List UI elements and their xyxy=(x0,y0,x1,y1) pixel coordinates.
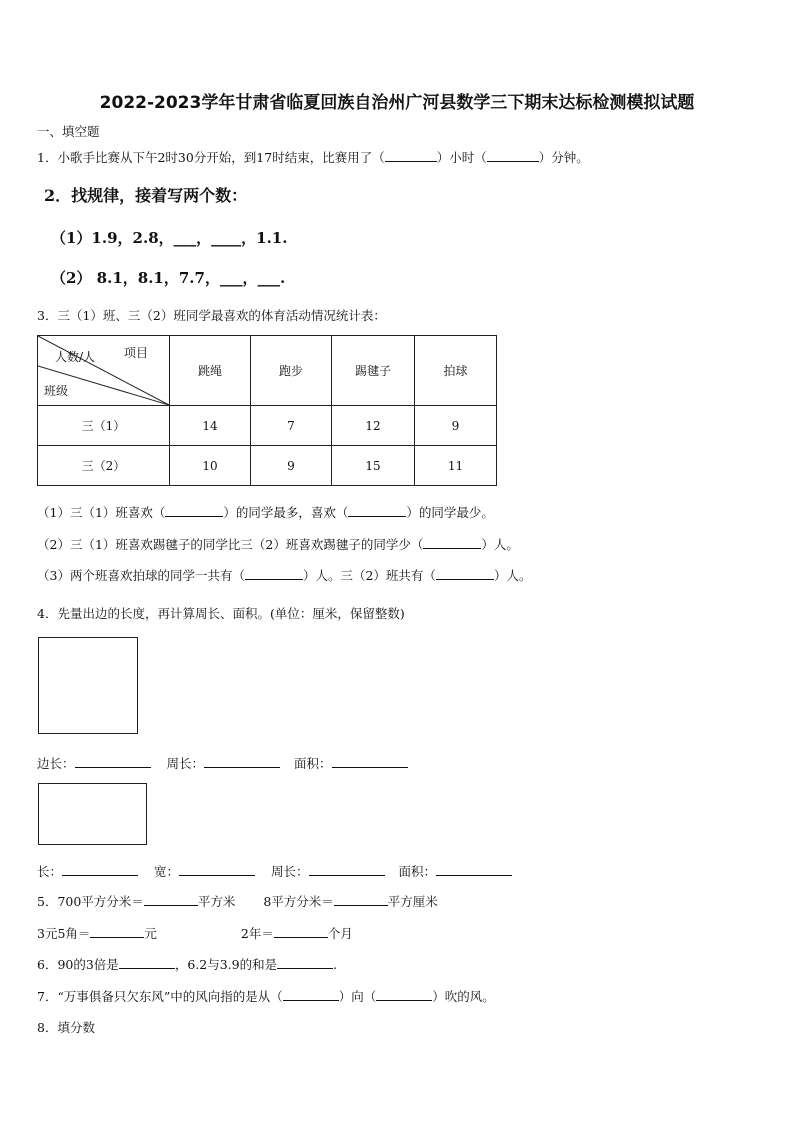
row-label: 三（1） xyxy=(38,406,170,446)
q5-text-g: 2年＝ xyxy=(240,926,274,941)
square-perimeter-label: 周长： xyxy=(166,756,205,771)
square-area-label: 面积： xyxy=(294,756,332,771)
q7-blank-to[interactable] xyxy=(376,988,432,1001)
question-4: 4．先量出边的长度，再计算周长、面积。(单位：厘米，保留整数) xyxy=(37,606,405,621)
q1-blank-hours[interactable] xyxy=(385,149,437,162)
q7-text-a: 7．“万事俱备只欠东风”中的风向指的是从（ xyxy=(37,989,283,1004)
question-2-line-1: （1）1.9，2.8，___，____，1.1. xyxy=(51,229,288,247)
question-5-line-2 xyxy=(37,924,353,942)
q3-sub2-text-a: （2）三（1）班喜欢踢毽子的同学比三（2）班喜欢踢毽子的同学少（ xyxy=(37,537,424,552)
column-header: 跳绳 xyxy=(170,336,251,406)
q3-sub1-blank-least[interactable] xyxy=(348,504,406,517)
q6-text-b: ，6.2与3.9的和是 xyxy=(174,957,278,972)
question-3-sub-3 xyxy=(37,566,531,584)
q3-sub1-text-b: ）的同学最多，喜欢（ xyxy=(223,505,349,520)
table-cell: 11 xyxy=(415,446,497,486)
square-perimeter-blank[interactable] xyxy=(204,755,280,768)
rect-perimeter-blank[interactable] xyxy=(309,863,385,876)
column-header: 跑步 xyxy=(251,336,332,406)
page-title: 2022-2023学年甘肃省临夏回族自治州广河县数学三下期末达标检测模拟试题 xyxy=(99,93,695,113)
rect-length-blank[interactable] xyxy=(62,863,138,876)
question-5-line-1 xyxy=(37,892,438,910)
table-cell: 7 xyxy=(251,406,332,446)
rect-area-blank[interactable] xyxy=(436,863,512,876)
question-3-sub-1 xyxy=(37,503,494,521)
q7-blank-from[interactable] xyxy=(283,988,339,1001)
q3-sub1-blank-most[interactable] xyxy=(165,504,223,517)
q5-text-e: 3元5角＝ xyxy=(37,926,91,941)
question-6 xyxy=(37,955,337,973)
section-heading: 一、填空题 xyxy=(37,124,100,139)
table-header-row xyxy=(38,336,497,406)
q5-blank-1[interactable] xyxy=(144,893,198,906)
square-side-label: 边长： xyxy=(37,756,75,771)
question-2: 2．找规律，接着写两个数： xyxy=(44,186,248,205)
question-3: 3．三（1）班、三（2）班同学最喜欢的体育活动情况统计表： xyxy=(37,308,386,323)
q1-text-a: 1．小歌手比赛从下午2时30分开始，到17时结束，比赛用了（ xyxy=(37,150,385,165)
q6-blank-1[interactable] xyxy=(119,956,175,969)
q5-text-h: 个月 xyxy=(327,926,353,941)
table-cell: 9 xyxy=(251,446,332,486)
q1-text-b: ）小时（ xyxy=(436,150,487,165)
column-header: 踢毽子 xyxy=(332,336,415,406)
question-1 xyxy=(37,148,589,166)
q5-blank-3[interactable] xyxy=(90,925,144,938)
q3-sub1-text-a: （1）三（1）班喜欢（ xyxy=(37,505,166,520)
question-2-line-2: （2） 8.1，8.1，7.7，___，___. xyxy=(51,269,286,287)
q5-text-d: 平方厘米 xyxy=(387,894,438,909)
header-item-label: 项目 xyxy=(124,346,149,360)
q6-text-c: . xyxy=(333,957,338,972)
row-label: 三（2） xyxy=(38,446,170,486)
q3-sub3-blank-total[interactable] xyxy=(245,567,303,580)
table-cell: 10 xyxy=(170,446,251,486)
q5-blank-4[interactable] xyxy=(274,925,328,938)
q6-text-a: 6．90的3倍是 xyxy=(37,957,119,972)
q1-text-c: ）分钟。 xyxy=(538,150,589,165)
q3-sub2-text-b: ）人。 xyxy=(481,537,519,552)
square-side-blank[interactable] xyxy=(75,755,151,768)
rectangle-answer-line xyxy=(37,862,512,880)
table-cell: 12 xyxy=(332,406,415,446)
table-row xyxy=(38,406,497,446)
question-3-sub-2 xyxy=(37,535,519,553)
q5-text-f: 元 xyxy=(144,926,157,941)
question-8: 8．填分数 xyxy=(37,1020,95,1035)
q3-sub3-blank-class2[interactable] xyxy=(436,567,494,580)
table-cell: 15 xyxy=(332,446,415,486)
question-7 xyxy=(37,987,495,1005)
q5-blank-2[interactable] xyxy=(334,893,388,906)
square-answer-line xyxy=(37,754,408,772)
rect-width-blank[interactable] xyxy=(179,863,255,876)
stats-table xyxy=(37,335,497,486)
square-figure xyxy=(38,637,138,734)
q5-text-c: 8平方分米＝ xyxy=(263,894,334,909)
square-area-blank[interactable] xyxy=(332,755,408,768)
q5-text-a: 5．700平方分米＝ xyxy=(37,894,144,909)
diagonal-header-cell xyxy=(38,336,170,406)
q5-text-b: 平方米 xyxy=(197,894,236,909)
table-cell: 9 xyxy=(415,406,497,446)
q7-text-c: ）吹的风。 xyxy=(432,989,495,1004)
rect-width-label: 宽： xyxy=(154,864,180,879)
table-cell: 14 xyxy=(170,406,251,446)
header-people-label: 人数/人 xyxy=(55,350,96,364)
q3-sub3-text-b: ）人。三（2）班共有（ xyxy=(302,568,436,583)
q1-blank-minutes[interactable] xyxy=(487,149,539,162)
rectangle-figure xyxy=(38,783,147,845)
rect-length-label: 长： xyxy=(37,864,63,879)
q3-sub3-text-c: ）人。 xyxy=(493,568,532,583)
q3-sub2-blank[interactable] xyxy=(423,536,481,549)
q7-text-b: ）向（ xyxy=(338,989,377,1004)
q3-sub1-text-c: ）的同学最少。 xyxy=(406,505,494,520)
rect-area-label: 面积： xyxy=(398,864,437,879)
column-header: 拍球 xyxy=(415,336,497,406)
table-row xyxy=(38,446,497,486)
q6-blank-2[interactable] xyxy=(277,956,333,969)
header-class-label: 班级 xyxy=(44,384,69,398)
q3-sub3-text-a: （3）两个班喜欢拍球的同学一共有（ xyxy=(37,568,245,583)
rect-perimeter-label: 周长： xyxy=(271,864,309,879)
